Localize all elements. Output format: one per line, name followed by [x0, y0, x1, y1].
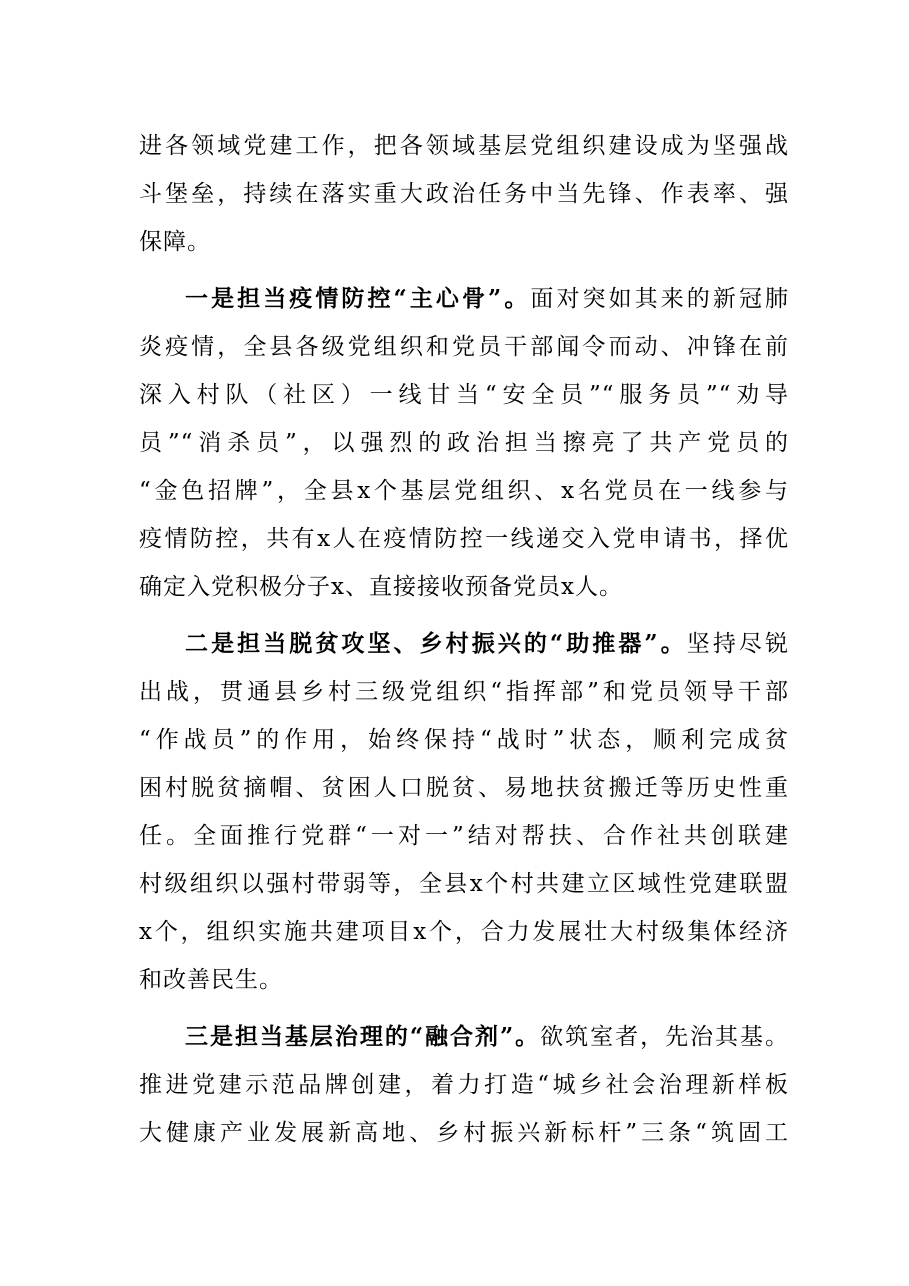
text-line: 进各领域党建工作，把各领域基层党组织建设成为坚强战 [139, 133, 789, 159]
paragraph [139, 620, 789, 1004]
text-span: 面对突如其来的新冠肺 [530, 286, 790, 312]
text-line [139, 275, 789, 323]
text-line: x个，组织实施共建项目x个，合力发展壮大村级集体经济 [139, 919, 789, 945]
text-line: 疫情防控，共有x人在疫情防控一线递交入党申请书，择优 [139, 526, 789, 552]
text-line: 推进党建示范品牌创建，着力打造“城乡社会治理新样板 [139, 1072, 789, 1098]
text-line: 确定入党积极分子x、直接接收预备党员x人。 [139, 574, 623, 600]
text-line: 斗堡垒，持续在落实重大政治任务中当先锋、作表率、强 [139, 181, 789, 207]
text-line: 深入村队（社区）一线甘当“安全员”“服务员”“劝导 [139, 382, 789, 408]
paragraph [139, 275, 789, 611]
text-line: “金色招牌”，全县x个基层党组织、x名党员在一线参与 [139, 478, 789, 504]
text-span: 坚持尽锐 [686, 631, 789, 657]
text-line: 炎疫情，全县各级党组织和党员干部闻令而动、冲锋在前 [139, 334, 789, 360]
paragraph [139, 1013, 789, 1157]
text-line: 保障。 [139, 229, 211, 255]
text-line: 员”“消杀员”，以强烈的政治担当擦亮了共产党员的 [139, 430, 789, 456]
document-body [139, 122, 789, 1157]
text-line: 任。全面推行党群“一对一”结对帮扶、合作社共创联建 [139, 823, 789, 849]
paragraph-lead-heading: 二是担当脱贫攻坚、乡村振兴的“助推器”。 [185, 630, 687, 657]
text-line: 困村脱贫摘帽、贫困人口脱贫、易地扶贫搬迁等历史性重 [139, 775, 789, 801]
text-line [139, 1013, 789, 1061]
paragraph [139, 122, 789, 266]
text-line: 大健康产业发展新高地、乡村振兴新标杆”三条“筑固工 [139, 1120, 789, 1146]
text-line: 和改善民生。 [139, 967, 283, 993]
text-line [139, 620, 789, 668]
text-line: “作战员”的作用，始终保持“战时”状态，顺利完成贫 [139, 727, 789, 753]
text-line: 村级组织以强村带弱等，全县x个村共建立区域性党建联盟 [139, 871, 789, 897]
paragraph-lead-heading: 一是担当疫情防控“主心骨”。 [185, 285, 531, 312]
text-line: 出战，贯通县乡村三级党组织“指挥部”和党员领导干部 [139, 679, 789, 705]
paragraph-lead-heading: 三是担当基层治理的“融合剂”。 [185, 1023, 541, 1050]
text-span: 欲筑室者，先治其基。 [540, 1024, 789, 1050]
